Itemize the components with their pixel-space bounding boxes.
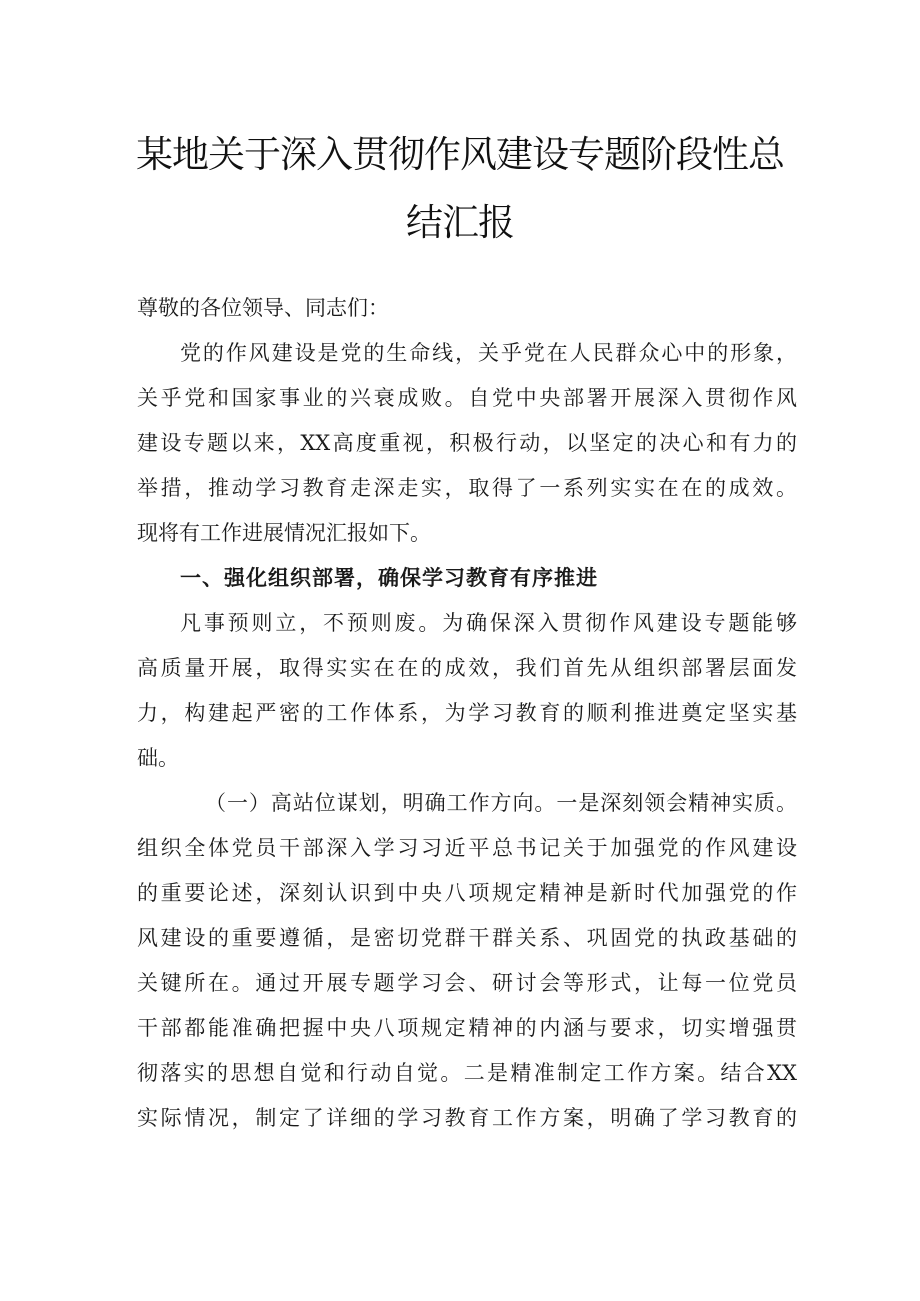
- intro-line: 建设专题以来，XX高度重视，积极行动，以坚定的决心和有力的: [137, 431, 797, 455]
- section-heading: 一、强化组织部署，确保学习教育有序推进: [180, 566, 598, 590]
- intro-line: 现将有工作进展情况汇报如下。: [137, 521, 431, 545]
- document-title-line-2: 结汇报: [406, 201, 514, 244]
- section-paragraph-line: 础。: [137, 746, 179, 770]
- intro-line: 关乎党和国家事业的兴衰成败。自党中央部署开展深入贯彻作风: [137, 386, 797, 410]
- subsection-paragraph-line: 干部都能准确把握中央八项规定精神的内涵与要求，切实增强贯: [137, 1016, 797, 1040]
- section-paragraph-line: 凡事预则立，不预则废。为确保深入贯彻作风建设专题能够: [180, 611, 797, 635]
- subsection-paragraph-line: （一）高站位谋划，明确工作方向。一是深刻领会精神实质。: [205, 791, 797, 815]
- section-paragraph-line: 高质量开展，取得实实在在的成效，我们首先从组织部署层面发: [137, 656, 797, 680]
- intro-line: 党的作风建设是党的生命线，关乎党在人民群众心中的形象，: [180, 341, 797, 365]
- salutation: 尊敬的各位领导、同志们：: [137, 296, 389, 320]
- document-title-line-1: 某地关于深入贯彻作风建设专题阶段性总: [136, 133, 784, 176]
- subsection-paragraph-line: 实际情况，制定了详细的学习教育工作方案，明确了学习教育的: [137, 1106, 797, 1130]
- subsection-paragraph-line: 组织全体党员干部深入学习习近平总书记关于加强党的作风建设: [137, 836, 797, 860]
- intro-line: 举措，推动学习教育走深走实，取得了一系列实实在在的成效。: [137, 476, 797, 500]
- subsection-paragraph-line: 风建设的重要遵循，是密切党群干群关系、巩固党的执政基础的: [137, 926, 797, 950]
- subsection-paragraph-line: 关键所在。通过开展专题学习会、研讨会等形式，让每一位党员: [137, 971, 797, 995]
- section-paragraph-line: 力，构建起严密的工作体系，为学习教育的顺利推进奠定坚实基: [137, 701, 797, 725]
- subsection-paragraph-line: 彻落实的思想自觉和行动自觉。二是精准制定工作方案。结合XX: [137, 1061, 797, 1085]
- subsection-paragraph-line: 的重要论述，深刻认识到中央八项规定精神是新时代加强党的作: [137, 881, 797, 905]
